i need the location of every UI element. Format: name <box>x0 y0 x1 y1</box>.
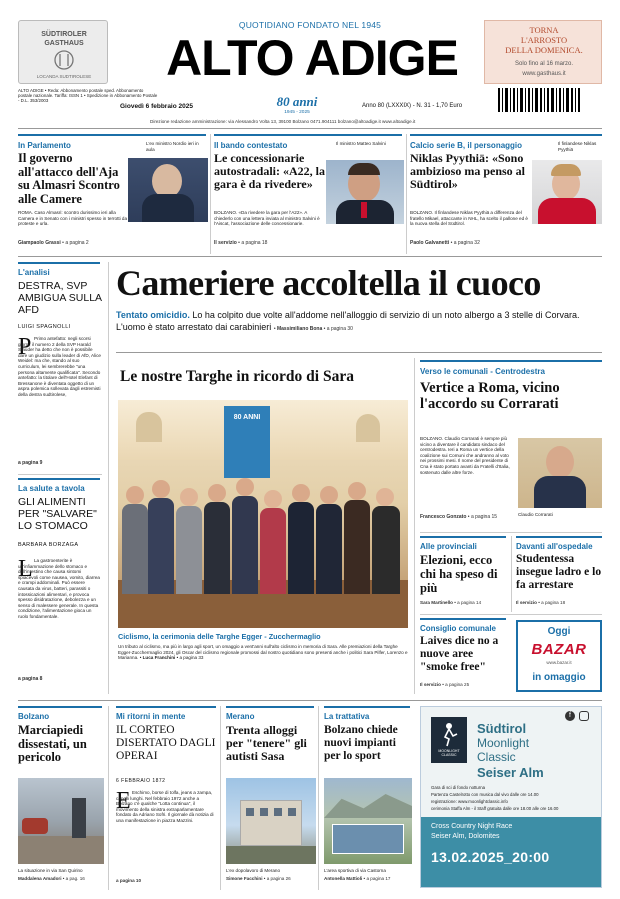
moonlight-datetime: 13.02.2025_20:00 <box>431 849 550 865</box>
opinion-afd[interactable] <box>18 264 102 472</box>
top-row-rule-2 <box>214 134 402 136</box>
bazar-sub: www.bazar.it <box>546 660 572 665</box>
top-story-kicker: Calcio serie B, il personaggio <box>410 141 523 150</box>
bottom-page: a pagina 26 <box>266 876 291 881</box>
masthead-divider <box>18 128 602 129</box>
top-story-a22[interactable] <box>214 138 404 254</box>
bottom-byline: Antonella Mattioli <box>324 876 363 881</box>
story-headline: Vertice a Roma, vicino l'accordo su Corrarati <box>420 380 560 412</box>
photo-ceremony <box>118 400 408 628</box>
masthead-anni: 80 anni <box>276 94 318 109</box>
bottom-headline: Trenta alloggi per "tenere" gli autisti Sasa <box>226 723 307 763</box>
story-headline: Studentessa insegue ladro e lo fa arrestare <box>516 553 602 591</box>
moonlight-info2: Partenza Castelrotto con musica dal vivo dalle ore 14.00 <box>431 792 539 797</box>
bottom-headline: IL CORTEO DISERTATO DAGLI OPERAI <box>116 724 216 762</box>
opinion-kicker: La salute a tavola <box>18 484 85 493</box>
bottom-byline: Simone Facchini <box>226 876 263 881</box>
opinion-headline: DESTRA, SVP AMBIGUA SULLA AFD <box>18 280 102 316</box>
moonlight-logo-text: MOONLIGHT CLASSIC <box>438 749 460 757</box>
bottom-page: a pag. 16 <box>65 876 85 881</box>
gasthaus-logo-line1: SÜDTIROLER <box>41 31 87 38</box>
opinion-body: La gastroenterite è un'infiammazione dello stomaco e dell'intestino che causa sintomi spiacevoli come nausea, vomito, diarrea e crampi addominali. Può essere causata da virus, batteri, parassiti o intossicazioni alimentari, e provoca spesso disidratazione, debolezza e un senso di malessere generale. In questa condizione, l'alimentazione gioca un ruolo fondamentale. <box>18 558 100 619</box>
photo-area-sportiva <box>324 778 412 864</box>
top-story-caption: Il ministro Matteo Salvini <box>336 141 386 146</box>
top-story-kicker: Il bando contestato <box>214 141 288 150</box>
story-kicker: Consiglio comunale <box>420 624 497 633</box>
top-story-author: Paolo Galvanetti <box>410 240 450 246</box>
arrosto-ad-line4: Solo fino al 16 marzo. <box>514 61 574 67</box>
bottom-kicker: Bolzano <box>18 712 50 721</box>
bottom-byline: Maddalena Amadori <box>18 876 62 881</box>
divider <box>108 706 109 890</box>
gasthaus-logo <box>18 20 108 84</box>
moonlight-brand4: Seiser Alm <box>477 765 544 780</box>
main-byline-wrap: • Massimiliano Bona • a pagina 30 <box>273 325 353 332</box>
moonlight-race: Cross Country Night Race <box>431 823 513 830</box>
story-elezioni[interactable] <box>420 538 508 614</box>
top-row-rule-3 <box>410 134 602 136</box>
masthead-tagline: QUOTIDIANO FONDATO NEL 1945 <box>238 20 382 30</box>
story-kicker: Davanti all'ospedale <box>516 542 593 551</box>
story-byline: Il servizio <box>516 600 537 605</box>
top-story-headline: Le concessionarie autostradali: «A22, la gara è da rivedere» <box>214 151 325 191</box>
arrosto-ad-line5: www.gasthaus.it <box>522 71 566 77</box>
photo-marciapiedi <box>18 778 104 864</box>
bottom-page: a pagina 10 <box>116 878 142 883</box>
photo-page: a pagina 33 <box>179 655 204 661</box>
photo-caption-text: Un tributo al ciclismo, ma più in largo agli sport, un omaggio a vent'anni sull'alto ciclismo in memoria di Sara. Alle premiazioni della Targhe Egger-Zucchermaglio 2024, gli Oscar del ciclismo regionale promossi dal nostro quotidiano sono presenti anche i politici Sara Pilfer, Lorenzo e Marianna. <box>118 644 408 661</box>
bottom-caption: La situazione in via San Quirino <box>18 868 83 873</box>
bazar-top: Oggi <box>547 626 571 637</box>
arrosto-ad[interactable] <box>484 20 602 84</box>
skier-icon <box>437 721 461 747</box>
bottom-byline-wrap: Antonella Mattioli • a pagina 17 <box>324 876 391 881</box>
top-story-page: a pagina 2 <box>65 240 89 246</box>
story-laives[interactable] <box>420 620 508 694</box>
top-story-caption: L'ex ministro Nordio ieri in aula <box>146 141 199 152</box>
barcode <box>498 88 602 112</box>
gasthaus-logo-line2: GASTHAUS <box>44 40 84 47</box>
top-story-byline: Giampaolo Grassi • a pagina 2 <box>18 240 89 246</box>
divider <box>18 256 602 257</box>
top-story-page: a pagina 18 <box>241 240 268 246</box>
instagram-icon <box>579 711 589 721</box>
divider <box>18 474 102 475</box>
main-lead-text: Lo ha colpito due volte all'addome nell'alloggio di servizio di un noto albergo a 3 stelle di Corvara. L'uomo è stato arrestato dai carabinieri <box>116 310 580 332</box>
story-corrarati[interactable] <box>420 362 602 530</box>
story-byline-wrap: Il servizio • a pagina 25 <box>420 682 470 687</box>
divider <box>414 358 415 694</box>
masthead-address: Direzione redazione amministrazione: via Alessandro Volta 13, 39100 Bolzano 0471.904111 bolzano@altoadige.it www.altoadige.it <box>150 119 416 124</box>
opinion-headline: GLI ALIMENTI PER "SALVARE" LO STOMACO <box>18 496 97 532</box>
moonlight-brand2: Moonlight <box>477 736 530 750</box>
top-story-body: BOLZANO. «Da rivedere la gara per l'A22». A chiederlo con una lettera inviata al ministro Salvini è l'Aiscat, l'associazione delle concessionarie. <box>214 210 320 227</box>
masthead-info: ALTO ADIGE • Reda: Abbonamento postale sped. Abbonamento postale nazionale. Tariffa: ISSN 1 • Spedizione in Abbonamento Postale - D.L. 353/2003 <box>18 88 158 104</box>
opinion-body: Primo antefatto: negli scorsi giorni, il numero 2 della SVP Harald Stauder ha detto che non è possibile dare un giudizio sulla leader di AfD, Alice Weidel: ma che, stando al suo curriculum, lei sembrerebbe "una persona altamente qualificata". Secondo antefatto: la titolare dell'Hotel Elefant di Bressanone è diventata oggetto di un aspra polemica sollevata dagli estremisti della destra sudtirolese, <box>18 336 101 397</box>
bottom-caption: L'ex dopolavoro di Merano <box>226 868 280 873</box>
photo-salvini <box>326 160 404 224</box>
bottom-body: Eschimo, borse di tolfa, jeans a zampa, capelli lunghi. Nel febbraio 1972 anche a Bolzano c'è qualche "Lotta continua", il movimento della sinistra extraparlamentare fondato da Adriano Sofri. Il giornale dà notizia di una manifestazione in piazza Mazzini. <box>116 790 214 823</box>
opinion-stomaco[interactable] <box>18 480 102 692</box>
opinion-page: a pagina 9 <box>18 460 43 466</box>
story-kicker: Verso le comunali - Centrodestra <box>420 367 545 376</box>
bottom-headline: Bolzano chiede nuovi impianti per lo sport <box>324 724 398 762</box>
story-byline-wrap: Francesco Gonzato • a pagina 15 <box>420 514 498 520</box>
divider <box>420 532 602 533</box>
moonlight-ad[interactable] <box>420 706 602 888</box>
main-lead <box>116 310 602 335</box>
main-headline: Cameriere accoltella il cuoco <box>116 263 541 303</box>
bazar-bottom: in omaggio <box>532 672 586 683</box>
divider <box>511 536 512 612</box>
story-byline: Sara Martinello <box>420 600 453 605</box>
masthead-anni-years: 1945 - 2025 <box>284 110 310 115</box>
photo-dopolavoro <box>226 778 316 864</box>
dropcap-e: E <box>116 788 131 814</box>
bottom-kicker: Merano <box>226 712 255 721</box>
top-story-byline: Il servizio • a pagina 18 <box>214 240 268 246</box>
bottom-story-marciapiedi[interactable] <box>18 708 104 888</box>
opinion-page: a pagina 8 <box>18 676 43 682</box>
moonlight-info3: registrazione: www.moonlightclassic.info <box>431 799 508 804</box>
arrosto-ad-line1: TORNA <box>529 25 559 35</box>
top-story-body: ROMA. Caso Almasri: scontro durissimo ieri alla Camera e in Senato con i ministri spesso in terrotti da proteste e urla. <box>18 210 128 227</box>
story-page: a pagina 15 <box>470 514 498 520</box>
divider <box>406 134 407 254</box>
bottom-date: 6 FEBBRAIO 1872 <box>116 778 166 784</box>
moonlight-footer <box>421 817 601 887</box>
arrosto-ad-line3: DELLA DOMENICA. <box>505 45 583 55</box>
masthead-date: Giovedì 6 febbraio 2025 <box>120 103 193 110</box>
top-story-body: BOLZANO. Il finlandese Niklas Pyythiä a differenza del fratello Mikael, attaccante in NHL, ha scelto il pallone ed è la nuova stella del Südtirol. <box>410 210 528 227</box>
arrosto-ad-line2: L'ARROSTO <box>520 35 568 45</box>
divider <box>116 352 602 353</box>
main-byline: Massimiliano Bona <box>276 325 323 332</box>
moonlight-place: Seiser Alm, Dolomites <box>431 833 500 840</box>
bottom-story-impianti[interactable] <box>324 708 412 888</box>
bottom-story-sasa[interactable] <box>226 708 316 888</box>
story-byline-wrap: Il servizio • a pagina 18 <box>516 600 566 605</box>
moonlight-info1: Gara di sci di fondo notturna <box>431 785 485 790</box>
dropcap-l: L <box>18 556 33 582</box>
gasthaus-logo-line3: LOCANDA SUDTIROLESE <box>36 74 92 79</box>
bazar-promo[interactable] <box>516 620 602 692</box>
moonlight-info4: cerimonia Staffa Alm - il Staff gratuita dalle ore 18.00 alle ore 16.00 <box>431 806 559 811</box>
fork-knife-icon <box>50 49 78 71</box>
opinion-author: BARBARA BORZAGA <box>18 542 79 548</box>
top-story-pyythia[interactable] <box>410 138 602 254</box>
photo-caption-title: Ciclismo, la cerimonia delle Targhe Egger - Zucchermaglio <box>118 632 321 641</box>
story-byline: Il servizio <box>420 682 441 687</box>
top-story-author: Il servizio <box>214 240 237 246</box>
photo-corrarati <box>518 438 602 508</box>
photo-story-targhe[interactable] <box>116 358 412 694</box>
top-story-headline: Il governo all'attacco dell'Aja su Almasri Scontro alle Camere <box>18 151 120 206</box>
masthead <box>0 0 620 128</box>
story-body: BOLZANO. Claudio Corrarati è sempre più vicino a diventare il candidato sindaco del centrodestra. Ieri a Roma un vertice della coalizione sui Comuni che andranno al voto nei prossimi mesi. Il nome del presidente di Cna è stato portato avanti da Fratelli d'Italia, sostenuto dalle altre forze. <box>420 436 510 475</box>
masthead-issue: Anno 80 (LXXXIX) - N. 31 - 1,70 Euro <box>362 103 463 109</box>
bottom-byline-wrap: Simone Facchini • a pagina 26 <box>226 876 291 881</box>
top-story-headline: Niklas Pyythiä: «Sono ambizioso ma penso al Südtirol» <box>410 151 526 191</box>
top-row-rule-1 <box>18 134 206 136</box>
story-headline: Elezioni, ecco chi ha speso di più <box>420 553 498 595</box>
photo-pyythia <box>532 160 602 224</box>
main-page: a pagina 30 <box>326 325 353 332</box>
divider <box>18 700 602 701</box>
story-caption: Claudio Corrarati <box>518 512 553 517</box>
dropcap-p: P <box>18 334 32 360</box>
photo-banner-text: 80 ANNI <box>233 414 261 421</box>
bazar-brand: BAZAR <box>531 641 587 658</box>
story-kicker: Alle provinciali <box>420 542 477 551</box>
story-ospedale[interactable] <box>516 538 602 614</box>
top-story-kicker: In Parlamento <box>18 141 71 150</box>
story-page: a pagina 14 <box>457 600 482 605</box>
main-lead-kicker: Tentato omicidio. <box>116 310 190 320</box>
top-story-almasri[interactable] <box>18 138 208 254</box>
bottom-kicker: La trattativa <box>324 712 370 721</box>
divider <box>420 614 602 615</box>
opinion-kicker: L'analisi <box>18 268 50 277</box>
top-story-caption: Il finlandese Niklas Pyythiä <box>558 141 597 152</box>
story-headline: Laives dice no a nuove aree "smoke free" <box>420 635 499 673</box>
divider <box>210 134 211 254</box>
story-page: a pagina 18 <box>541 600 566 605</box>
top-story-byline: Paolo Galvanetti • a pagina 32 <box>410 240 480 246</box>
moonlight-brand1: Südtirol <box>477 721 527 736</box>
bottom-page: a pagina 17 <box>366 876 391 881</box>
photo-caption: Un tributo al ciclismo, ma più in largo agli sport, un omaggio a vent'anni sull'alto ciclismo in memoria di Sara. Alle premiazioni della Targhe Egger-Zucchermaglio 2024, gli Oscar del ciclismo regionale promossi dal nostro quotidiano sono presenti anche i politici Sara Pilfer, Lorenzo e Marianna. • Luca Franchini • a pagina 33 <box>118 644 408 661</box>
photo-byline: Luca Franchini <box>142 655 176 661</box>
bottom-headline: Marciapiedi dissestati, un pericolo <box>18 723 87 764</box>
top-story-author: Giampaolo Grassi <box>18 240 61 246</box>
story-byline-wrap: Sara Martinello • a pagina 14 <box>420 600 482 605</box>
top-story-page: a pagina 32 <box>453 240 480 246</box>
divider <box>108 262 109 694</box>
photo-nordio <box>128 158 208 222</box>
moonlight-logo <box>431 717 467 763</box>
photo-story-headline: Le nostre Targhe in ricordo di Sara <box>120 368 354 385</box>
bottom-byline-wrap: Maddalena Amadori • a pag. 16 <box>18 876 85 881</box>
opinion-author: LUIGI SPAGNOLLI <box>18 324 71 330</box>
moonlight-brand3: Classic <box>477 750 516 764</box>
bottom-caption: L'area sportiva di via Castorna <box>324 868 386 873</box>
bottom-story-corteo[interactable] <box>116 708 218 888</box>
story-page: a pagina 25 <box>445 682 470 687</box>
bottom-kicker: Mi ritorni in mente <box>116 712 186 721</box>
facebook-icon: f <box>565 711 575 721</box>
story-byline: Francesco Gonzato <box>420 514 467 520</box>
masthead-title: ALTO ADIGE <box>166 30 458 86</box>
divider <box>220 706 221 890</box>
divider <box>318 706 319 890</box>
main-story[interactable] <box>116 262 602 344</box>
